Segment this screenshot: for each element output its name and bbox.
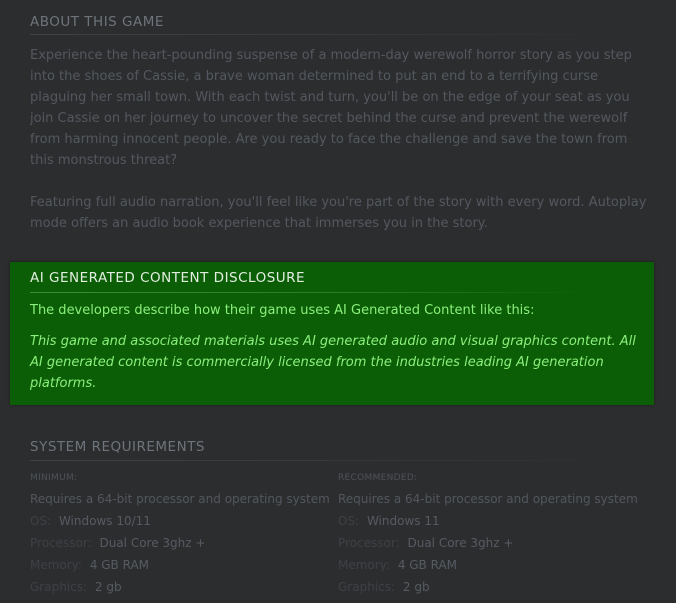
minimum-processor-row: [30, 532, 330, 554]
os-label: OS:: [30, 514, 52, 528]
processor-label: Processor:: [30, 536, 92, 550]
minimum-memory-row: [30, 554, 330, 576]
graphics-value: 2 gb: [402, 580, 430, 594]
minimum-graphics-row: [30, 576, 330, 598]
os-label: OS:: [338, 514, 360, 528]
processor-value: Dual Core 3ghz +: [99, 536, 206, 550]
memory-value: 4 GB RAM: [397, 558, 458, 572]
about-paragraph-1: Experience the heart-pounding suspense of a modern-day werewolf horror story as you step into the shoes of Cassie, a brave woman determined to put an end to a terrifying curse plaguing her small town. With each twist and turn, you'll be on the edge of your seat as you join Cassie on her journey to uncover the secret behind the curse and prevent the werewolf from harming innocent people. Are you ready to face the challenge and save the town from this monstrous threat?: [30, 48, 632, 168]
recommended-requirements: [338, 473, 638, 598]
minimum-os-row: [30, 510, 330, 532]
about-paragraph-2: Featuring full audio narration, you'll feel like you're part of the story with every word. Autoplay mode offers an audio book experience that immerses you in the story.: [30, 195, 647, 231]
about-title: ABOUT THIS GAME: [30, 14, 164, 30]
ai-disclosure-panel: [10, 262, 654, 405]
recommended-memory-row: [338, 554, 638, 576]
ai-disclosure-divider: [30, 292, 590, 293]
about-divider: [30, 34, 630, 35]
recommended-graphics-row: [338, 576, 638, 598]
processor-value: Dual Core 3ghz +: [407, 536, 514, 550]
processor-label: Processor:: [338, 536, 400, 550]
system-requirements-title: SYSTEM REQUIREMENTS: [30, 439, 206, 455]
os-value: Windows 10/11: [58, 514, 151, 528]
minimum-note: Requires a 64-bit processor and operating system: [30, 492, 330, 506]
system-requirements-divider: [30, 460, 630, 461]
minimum-requirements: [30, 473, 330, 598]
memory-label: Memory:: [338, 558, 390, 572]
recommended-processor-row: [338, 532, 638, 554]
minimum-heading: MINIMUM:: [30, 473, 78, 483]
graphics-label: Graphics:: [338, 580, 396, 594]
graphics-value: 2 gb: [94, 580, 122, 594]
os-value: Windows 11: [366, 514, 440, 528]
ai-disclosure-title: AI GENERATED CONTENT DISCLOSURE: [30, 270, 306, 286]
ai-disclosure-intro: The developers describe how their game uses AI Generated Content like this:: [30, 303, 535, 318]
graphics-label: Graphics:: [30, 580, 88, 594]
memory-value: 4 GB RAM: [89, 558, 150, 572]
memory-label: Memory:: [30, 558, 82, 572]
ai-disclosure-description: This game and associated materials uses AI generated audio and visual graphics content. All AI generated content is commercially licensed from the industries leading AI generation platforms.: [30, 334, 636, 391]
recommended-note: Requires a 64-bit processor and operating system: [338, 492, 638, 506]
recommended-os-row: [338, 510, 638, 532]
recommended-heading: RECOMMENDED:: [338, 473, 418, 483]
